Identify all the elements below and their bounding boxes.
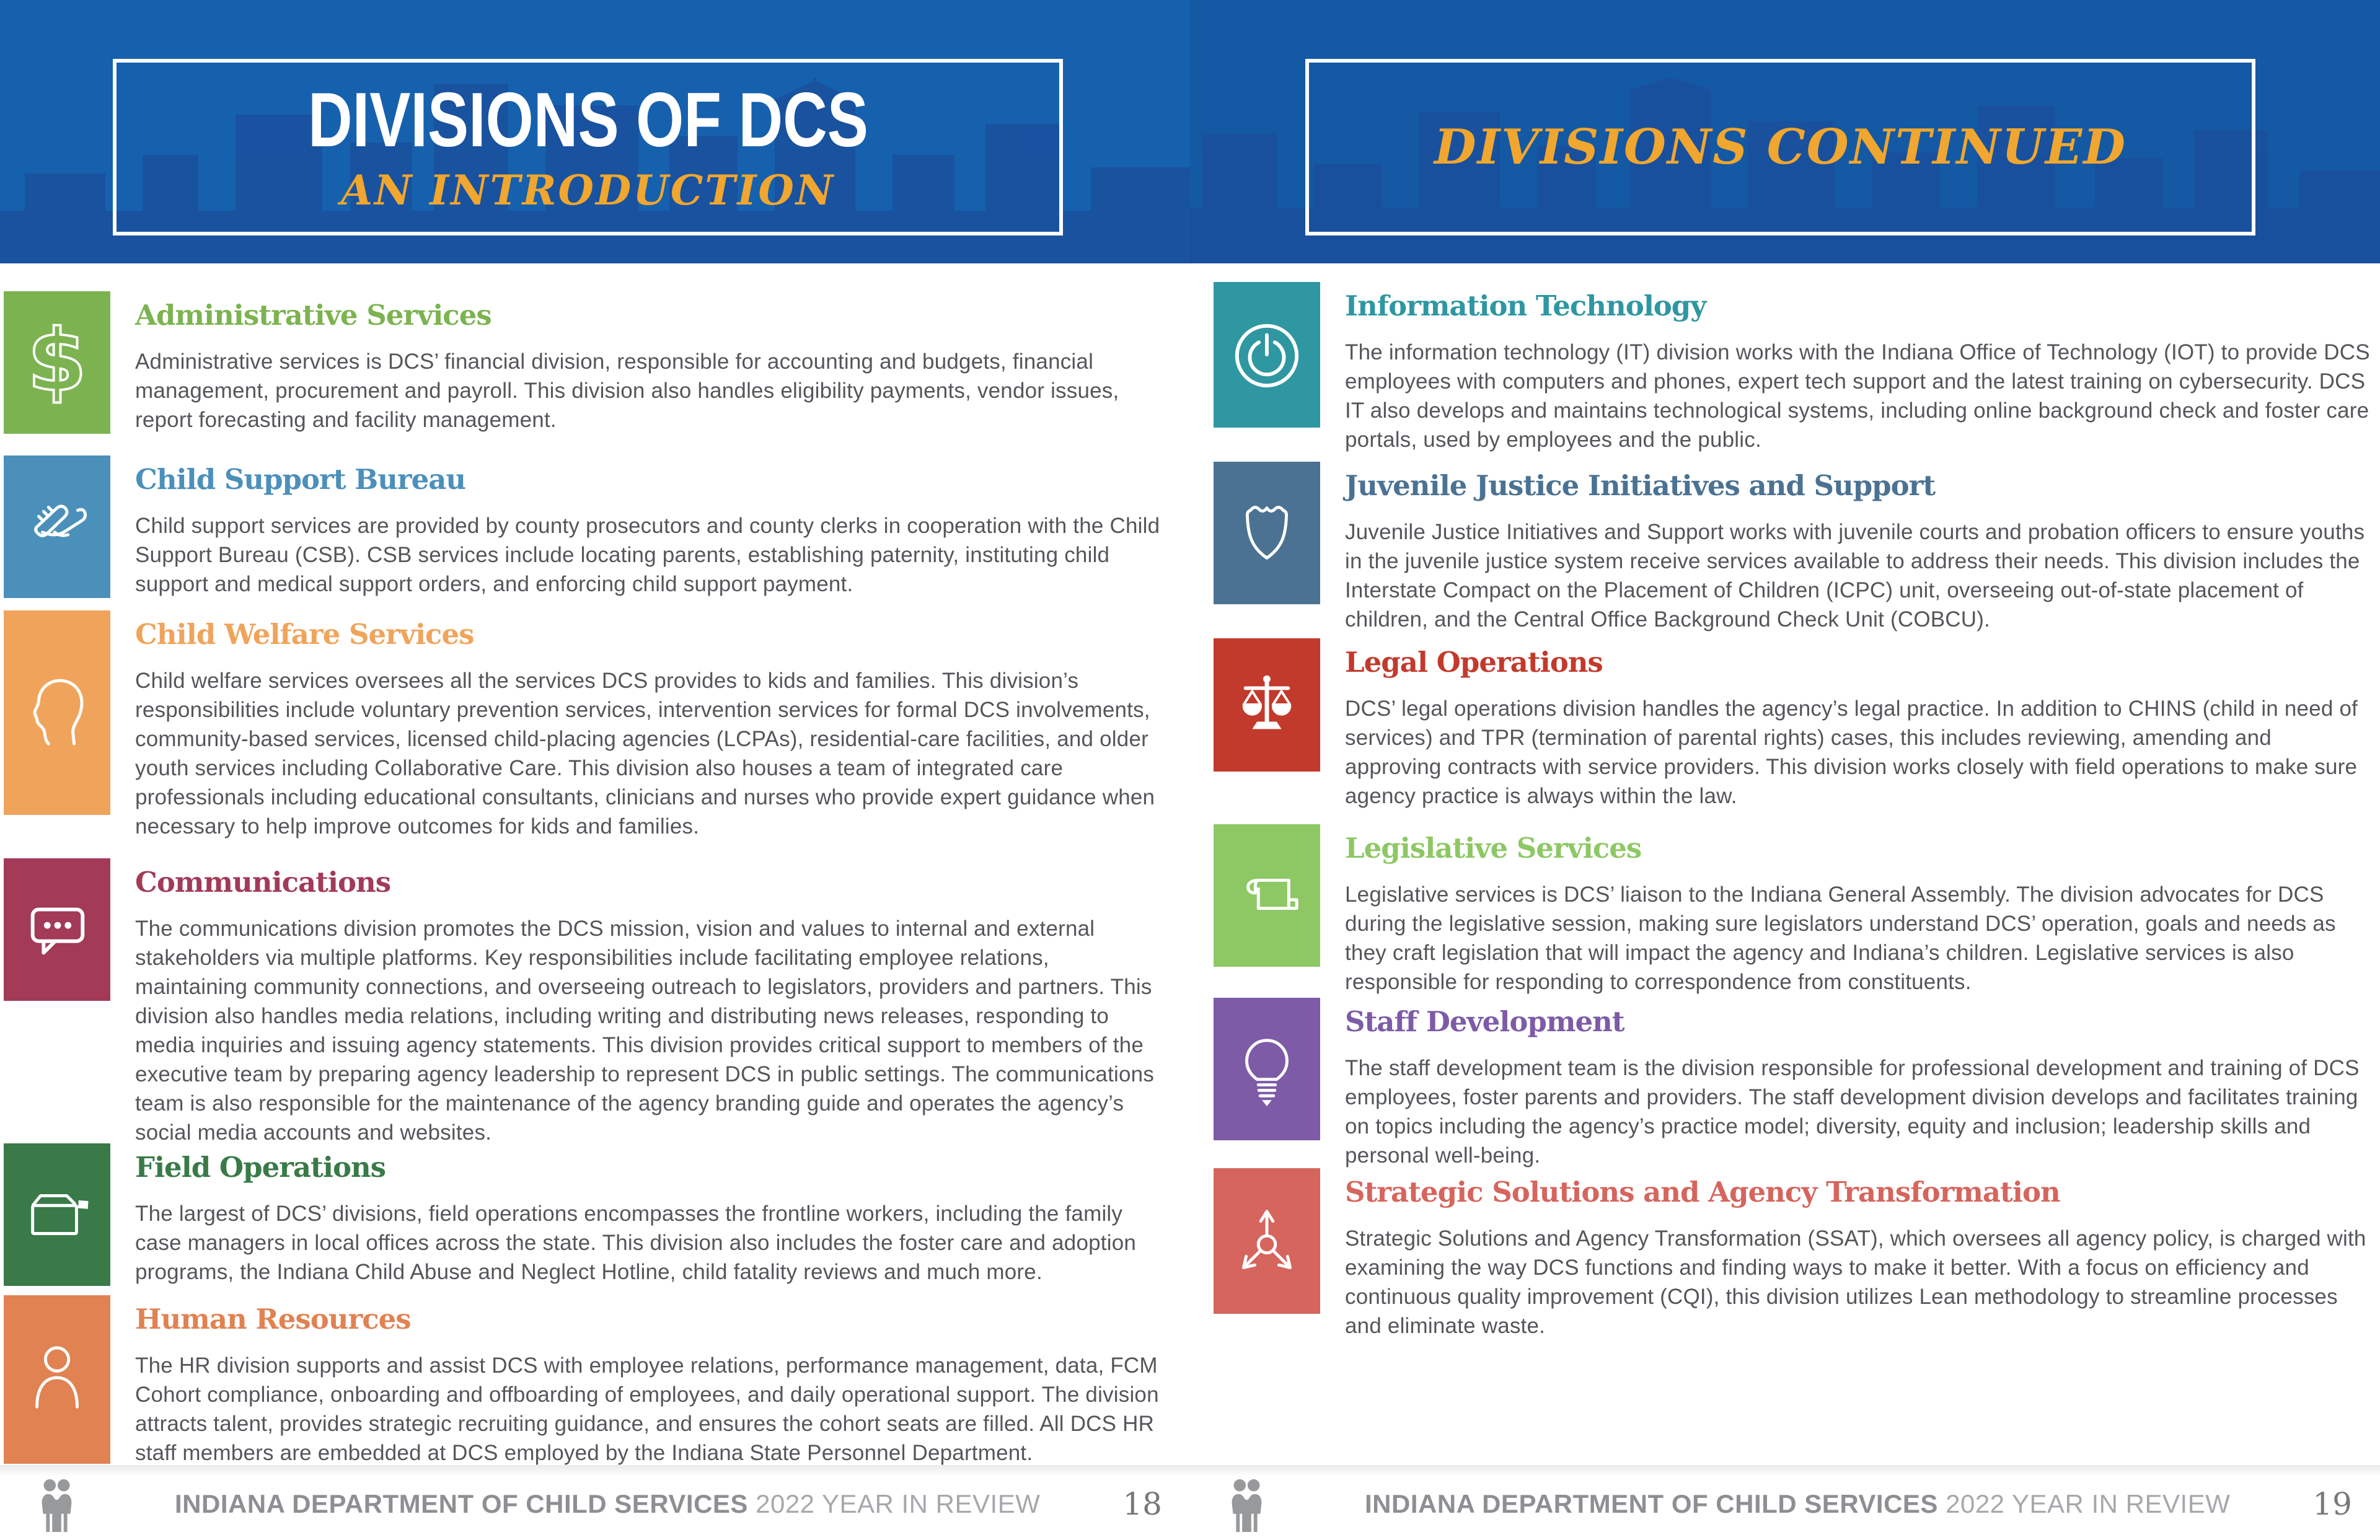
division-heading: Child Support Bureau <box>135 463 466 496</box>
division-text: Strategic Solutions and Agency Transformation (SSAT), which oversees all agency policy, is charged with examining the way DCS functions and finding ways to make it better. With a focus on efficiency and continuous quality improvement (CQI), this division utilizes Lean methodology to streamline processes and eliminate waste. <box>1345 1226 2366 1338</box>
person-icon <box>20 1334 94 1425</box>
division-heading: Child Welfare Services <box>135 618 474 651</box>
division-heading: Communications <box>135 866 391 899</box>
division-child-support-bureau <box>4 455 1165 599</box>
division-text: The communications division promotes the DCS mission, vision and values to internal and external stakeholders via multiple platforms. Key responsibilities include facilitating employee relations, maintaining community connections, and overseeing outreach to legislators, providers and partners. This division also handles media relations, including writing and distributing news releases, responding to media inquiries and issuing agency statements. This division provides critical support to members of the executive team by preparing agency leadership to represent DCS in public settings. The communications team is also responsible for the maintenance of the agency branding guide and operates the agency’s social media accounts and websites. <box>135 916 1155 1145</box>
dcs-logo-icon <box>1224 1479 1269 1533</box>
page-number-right: 19 <box>2312 1485 2352 1522</box>
dcs-logo-icon <box>34 1479 79 1533</box>
svg-text:$: $ <box>27 317 87 408</box>
division-icon <box>4 1143 110 1286</box>
division-text: The HR division supports and assist DCS with employee relations, performance management, data, FCM Cohort compliance, onboarding and offboarding of employees, and daily operational support. The division attracts talent, provides strategic recruiting guidance, and ensures the cohort seats are filled. All DCS HR staff members are embedded at DCS employed by the Indiana State Personnel Department. <box>135 1353 1159 1465</box>
division-icon <box>1214 462 1320 604</box>
right-page-divisions <box>1214 0 2375 1540</box>
division-icon <box>1214 638 1320 772</box>
division-icon <box>4 291 110 434</box>
division-heading: Juvenile Justice Initiatives and Support <box>1345 469 1936 502</box>
division-text: DCS’ legal operations division handles the agency’s legal practice. In addition to CHINS (child in need of services) and TPR (termination of parental rights) cases, this includes reviewing, amending and approving contracts with service providers. This division works closely with field operations to make sure agency practice is always within the law. <box>1345 696 2358 808</box>
badge-icon <box>1230 487 1303 579</box>
division-field-operations <box>4 1143 1165 1287</box>
lightbulb-icon <box>1230 1023 1303 1115</box>
division-heading: Staff Development <box>1345 1005 1624 1038</box>
division-heading: Information Technology <box>1345 289 1706 322</box>
power-icon <box>1230 309 1303 401</box>
division-heading: Human Resources <box>135 1303 411 1335</box>
division-human-resources <box>4 1295 1165 1467</box>
division-text: Juvenile Justice Initiatives and Support works with juvenile courts and probation officers to ensure youths in the juvenile justice system receive services available to address their needs. This division includes the Interstate Compact on the Placement of Children (ICPC) unit, overseeing out-of-state placement of children, and the Central Office Background Check Unit (COBCU). <box>1345 519 2365 631</box>
left-page-subtitle: AN INTRODUCTION <box>340 165 835 214</box>
footer-right <box>1190 1467 2380 1540</box>
division-icon <box>1214 282 1320 428</box>
division-text: Administrative services is DCS’ financial division, responsible for accounting and budgets, financial management, procurement and payroll. This division also handles eligibility payments, vendor issues, report forecasting and facility management. <box>135 349 1119 432</box>
division-juvenile-justice-initiatives-and-support <box>1214 462 2375 634</box>
division-text: The staff development team is the division responsible for professional development and training of DCS employees, foster parents and providers. The staff development division develops and facilitates training on topics including the agency’s practice model; diversity, equity and inclusion; leadership skills and personal well-being. <box>1345 1055 2360 1168</box>
division-heading: Administrative Services <box>135 299 491 332</box>
child-head-icon <box>20 667 94 759</box>
division-legislative-services <box>1214 824 2375 997</box>
footer-report-title: 2022 YEAR IN REVIEW <box>1946 1489 2231 1518</box>
footer-report-title: 2022 YEAR IN REVIEW <box>756 1489 1041 1518</box>
division-text: Child welfare services oversees all the services DCS provides to kids and families. This division’s responsibilities include voluntary prevention services, intervention services for formal DCS involvements, community-based services, licensed child-placing agencies (LCPAs), residential-care facilities, and older youth services including Collaborative Care. This division also houses a team of integrated care professionals including educational consultants, clinicians and nurses who provide expert guidance when necessary to help improve outcomes for kids and families. <box>135 668 1155 838</box>
share-arrows-icon <box>1230 1195 1303 1287</box>
hands-icon <box>20 481 94 573</box>
dollar-icon <box>20 317 94 408</box>
division-text: The largest of DCS’ divisions, field operations encompasses the frontline workers, including the family case managers in local offices across the state. This division also includes the foster care and adoption programs, the Indiana Child Abuse and Neglect Hotline, child fatality reviews and much more. <box>135 1201 1137 1284</box>
division-strategic-solutions-and-agency-transformation <box>1214 1168 2375 1340</box>
scales-icon <box>1230 659 1303 751</box>
division-administrative-services <box>4 291 1165 434</box>
division-icon <box>1214 824 1320 967</box>
division-information-technology <box>1214 282 2375 454</box>
footer-org-name: INDIANA DEPARTMENT OF CHILD SERVICES <box>175 1489 748 1518</box>
division-text: Legislative services is DCS’ liaison to the Indiana General Assembly. The division advocates for DCS during the legislative session, making sure legislators understand DCS’ operation, goals and needs as they craft legislation that will impact the agency and Indiana’s children. Legislative services is also responsible for responding to correspondence from constituents. <box>1345 882 2336 994</box>
division-communications <box>4 858 1165 1147</box>
left-page-title: DIVISIONS OF DCS <box>307 77 868 164</box>
footer-left <box>0 1467 1190 1540</box>
speech-bubble-icon <box>20 884 94 975</box>
division-legal-operations <box>1214 638 2375 811</box>
footer-org-name: INDIANA DEPARTMENT OF CHILD SERVICES <box>1365 1489 1938 1518</box>
division-icon <box>4 1295 110 1464</box>
division-heading: Legal Operations <box>1345 646 1603 679</box>
division-child-welfare-services <box>4 610 1165 841</box>
division-icon <box>4 858 110 1001</box>
folder-icon <box>20 1169 94 1261</box>
division-icon <box>4 610 110 815</box>
division-heading: Field Operations <box>135 1151 386 1184</box>
division-icon <box>1214 998 1320 1140</box>
division-staff-development <box>1214 998 2375 1170</box>
division-text: The information technology (IT) division works with the Indiana Office of Technology (IOT) to provide DCS employees with computers and phones, expert tech support and the latest training on cybersecurity. DCS IT also develops and maintains technological systems, including online background check and foster care portals, used by employees and the public. <box>1345 340 2370 452</box>
scroll-icon <box>1230 850 1303 941</box>
right-page-title: DIVISIONS CONTINUED <box>1434 119 2127 175</box>
division-heading: Strategic Solutions and Agency Transformation <box>1345 1176 2060 1208</box>
left-page-divisions <box>4 0 1165 1540</box>
division-heading: Legislative Services <box>1345 832 1642 865</box>
division-icon <box>4 455 110 598</box>
footer <box>0 1467 2380 1540</box>
division-icon <box>1214 1168 1320 1314</box>
page-number-left: 18 <box>1122 1485 1162 1522</box>
division-text: Child support services are provided by county prosecutors and county clerks in cooperation with the Child Support Bureau (CSB). CSB services include locating parents, establishing paternity, instituting child support and medical support orders, and enforcing child support payment. <box>135 513 1160 596</box>
